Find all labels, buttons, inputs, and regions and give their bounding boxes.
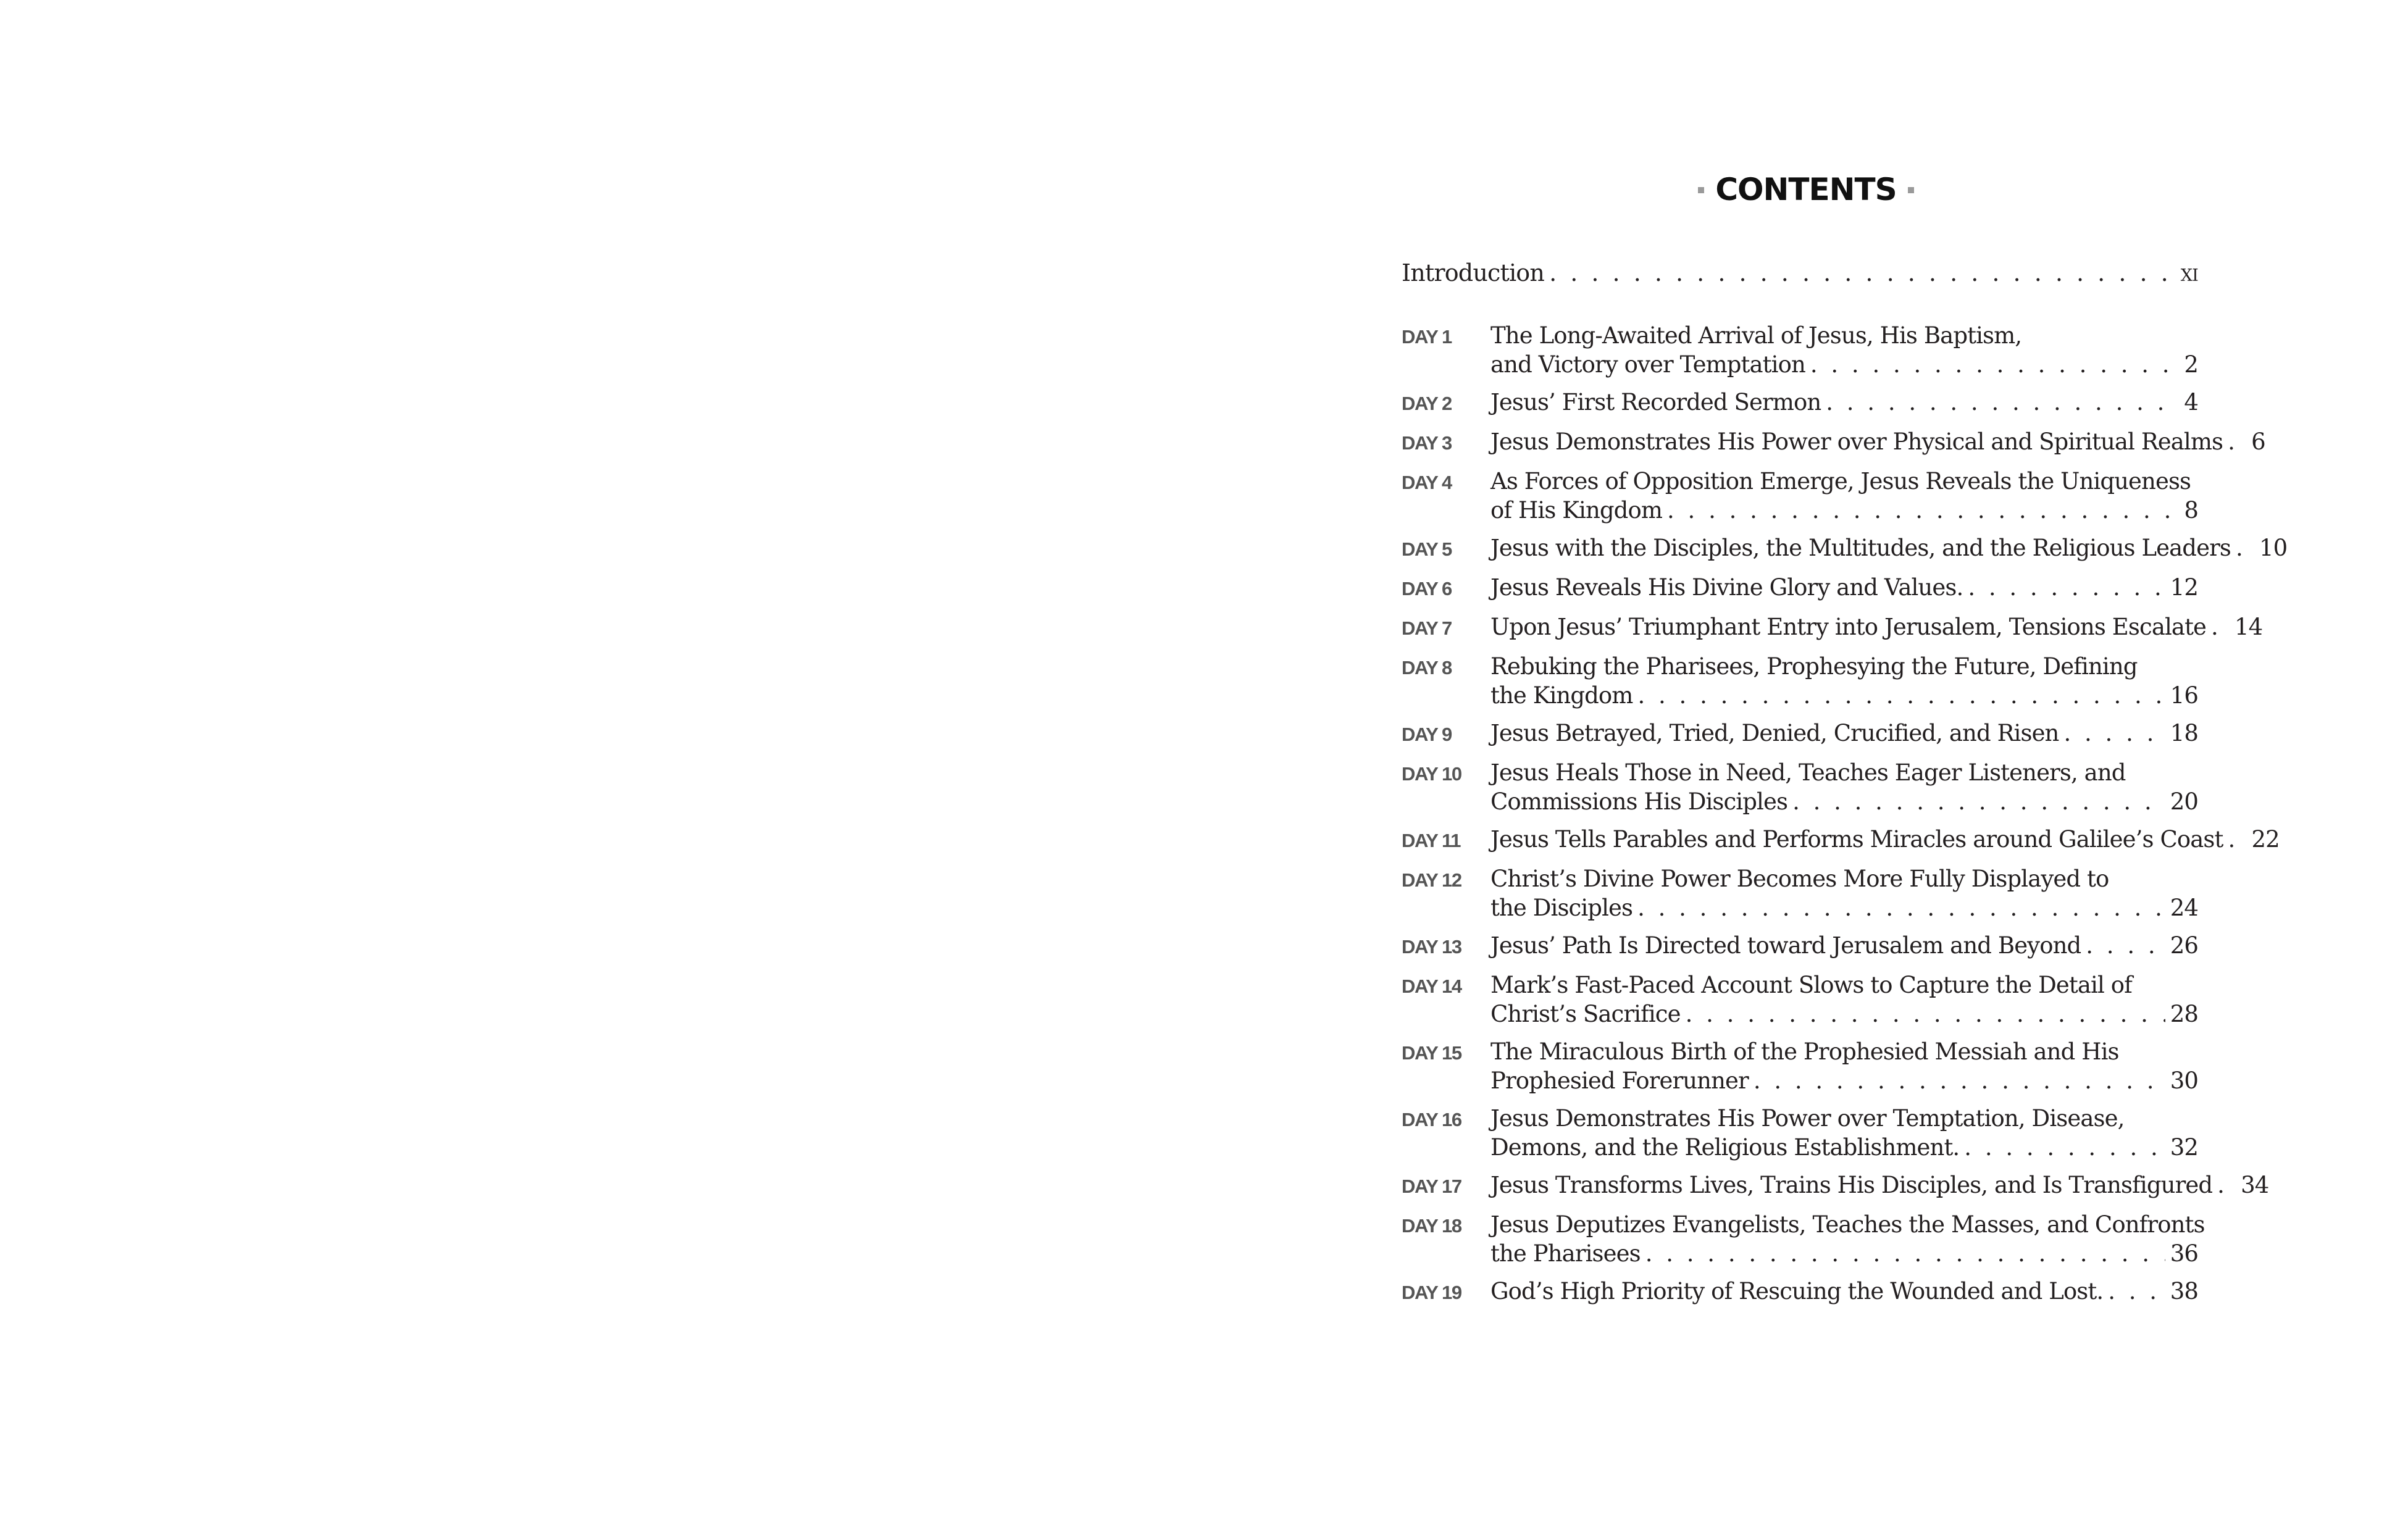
- toc-entry[interactable]: [1402, 1171, 2269, 1201]
- dot-leader: [1959, 1133, 2165, 1162]
- toc-entry[interactable]: [1402, 1104, 2198, 1162]
- entry-last-line: [1490, 1239, 2198, 1268]
- entry-title: [1490, 1104, 2198, 1162]
- page-number: 26: [2170, 932, 2198, 959]
- toc-entry[interactable]: [1402, 321, 2198, 379]
- toc-list: [1402, 321, 2288, 1316]
- entry-title-line: Rebuking the Pharisees, Prophesying the Future, Defining: [1490, 653, 2138, 680]
- entry-title: [1490, 427, 2265, 458]
- entry-title: [1490, 612, 2263, 643]
- entry-title: [1490, 971, 2198, 1029]
- entry-title-line: Christ’s Divine Power Becomes More Fully Displayed to: [1490, 866, 2109, 892]
- page-number: 28: [2170, 1001, 2198, 1027]
- entry-title-line: God’s High Priority of Rescuing the Wounded and Lost.: [1490, 1278, 2104, 1305]
- toc-entry[interactable]: [1402, 573, 2198, 604]
- day-label: DAY 15: [1402, 1042, 1461, 1064]
- day-label: DAY 14: [1402, 975, 1461, 997]
- page-number: 22: [2251, 826, 2280, 853]
- entry-last-line: [1490, 496, 2198, 525]
- entry-title-line: Commissions His Disciples: [1490, 788, 1788, 815]
- contents-page: [1204, 0, 2408, 1528]
- day-label: DAY 2: [1402, 393, 1452, 414]
- entry-last-line: [1490, 681, 2198, 710]
- entry-title: [1490, 758, 2198, 816]
- entry-last-line: [1490, 388, 2198, 417]
- page-number: 4: [2184, 389, 2198, 415]
- entry-title: [1490, 825, 2280, 856]
- day-label: DAY 19: [1402, 1282, 1461, 1303]
- toc-entry[interactable]: [1402, 758, 2198, 816]
- dot-leader: [1821, 388, 2179, 417]
- entry-title: [1490, 533, 2288, 564]
- toc-entry[interactable]: [1402, 931, 2198, 962]
- entry-title-line: Jesus Tells Parables and Performs Miracles around Galilee’s Coast: [1490, 826, 2223, 853]
- entry-last-line: [1490, 1000, 2198, 1029]
- toc-entry[interactable]: [1402, 1037, 2198, 1095]
- entry-title: [1490, 1037, 2198, 1095]
- entry-last-line: [1490, 612, 2263, 641]
- entry-title: [1490, 864, 2198, 922]
- entry-title-line: Jesus Demonstrates His Power over Physical and Spiritual Realms: [1490, 428, 2223, 455]
- dot-leader: [1544, 259, 2176, 286]
- entry-title-line: As Forces of Opposition Emerge, Jesus Reveals the Uniqueness: [1490, 468, 2191, 495]
- toc-entry[interactable]: [1402, 1210, 2205, 1268]
- page-title-text: CONTENTS: [1715, 172, 1897, 207]
- entry-title-line: the Disciples: [1490, 895, 1633, 921]
- dot-leader: [1749, 1066, 2165, 1095]
- entry-last-line: [1490, 573, 2198, 602]
- entry-last-line: [1490, 1277, 2198, 1306]
- dot-leader: [1963, 573, 2165, 602]
- day-label: DAY 8: [1402, 657, 1452, 678]
- entry-title-line: Mark’s Fast-Paced Account Slows to Capture the Detail of: [1490, 972, 2132, 998]
- entry-title-line: The Miraculous Birth of the Prophesied Messiah and His: [1490, 1038, 2119, 1065]
- entry-last-line: [1490, 1066, 2198, 1095]
- dot-leader: [2223, 825, 2246, 854]
- entry-title-line: Jesus Demonstrates His Power over Temptation, Disease,: [1490, 1105, 2125, 1132]
- dot-leader: [1641, 1239, 2165, 1268]
- entry-title-line: Jesus Transforms Lives, Trains His Disciples, and Is Transfigured: [1490, 1172, 2213, 1198]
- dot-leader: [1805, 350, 2179, 379]
- toc-entry[interactable]: [1402, 652, 2198, 710]
- toc-entry[interactable]: [1402, 427, 2265, 458]
- toc-entry[interactable]: [1402, 612, 2263, 643]
- entry-title-line: Jesus Betrayed, Tried, Denied, Crucified, and Risen: [1490, 720, 2059, 746]
- entry-title: [1490, 573, 2198, 604]
- entry-title-line: the Pharisees: [1490, 1240, 1641, 1267]
- page-number: 2: [2184, 351, 2198, 378]
- entry-title-line: Upon Jesus’ Triumphant Entry into Jerusalem, Tensions Escalate: [1490, 614, 2207, 640]
- day-label: DAY 7: [1402, 617, 1452, 639]
- entry-last-line: [1490, 825, 2280, 854]
- dot-leader: [1681, 1000, 2165, 1029]
- dot-leader: [2223, 427, 2246, 456]
- entry-title-line: and Victory over Temptation: [1490, 351, 1805, 378]
- dot-leader: [2081, 931, 2165, 960]
- entry-last-line: [1490, 350, 2198, 379]
- page-number: 18: [2170, 720, 2198, 746]
- page-number: 14: [2235, 614, 2263, 640]
- dot-leader: [2059, 719, 2165, 748]
- day-label: DAY 9: [1402, 724, 1452, 745]
- day-label: DAY 12: [1402, 869, 1461, 891]
- entry-title: [1490, 1277, 2198, 1308]
- entry-title-line: Jesus’ First Recorded Sermon: [1490, 389, 1821, 415]
- entry-title: [1490, 388, 2198, 419]
- toc-entry[interactable]: [1402, 388, 2198, 419]
- entry-title-line: The Long-Awaited Arrival of Jesus, His Baptism,: [1490, 322, 2022, 349]
- bullet-icon: [1698, 187, 1704, 193]
- day-label: DAY 6: [1402, 578, 1452, 599]
- dot-leader: [1662, 496, 2179, 525]
- day-label: DAY 5: [1402, 538, 1452, 560]
- entry-title: [1490, 467, 2198, 525]
- dot-leader: [1787, 787, 2165, 816]
- day-label: DAY 16: [1402, 1109, 1461, 1130]
- page-number: 20: [2170, 788, 2198, 815]
- toc-entry[interactable]: [1402, 971, 2198, 1029]
- page-number: 12: [2170, 574, 2198, 601]
- entry-last-line: [1490, 719, 2198, 748]
- day-label: DAY 10: [1402, 763, 1461, 785]
- day-label: DAY 18: [1402, 1215, 1461, 1237]
- entry-title-line: Jesus Deputizes Evangelists, Teaches the Masses, and Confronts: [1490, 1211, 2205, 1238]
- entry-last-line: [1490, 1171, 2269, 1200]
- entry-title-line: Jesus Heals Those in Need, Teaches Eager Listeners, and: [1490, 759, 2126, 786]
- entry-title-line: Jesus’ Path Is Directed toward Jerusalem and Beyond: [1490, 932, 2081, 959]
- page-number: 30: [2170, 1067, 2198, 1094]
- entry-title: Introduction: [1402, 259, 1545, 286]
- page-number: 24: [2170, 895, 2198, 921]
- day-label: DAY 3: [1402, 432, 1452, 454]
- day-label: DAY 17: [1402, 1175, 1461, 1197]
- dot-leader: [1633, 893, 2165, 922]
- toc-entry[interactable]: [1402, 864, 2198, 922]
- day-label: DAY 13: [1402, 936, 1461, 958]
- entry-last-line: [1490, 427, 2265, 456]
- entry-title: [1490, 321, 2198, 379]
- day-label: DAY 11: [1402, 830, 1461, 851]
- page-number: 8: [2184, 497, 2198, 524]
- entry-title-line: the Kingdom: [1490, 682, 1633, 709]
- dot-leader: [2103, 1277, 2165, 1306]
- entry-last-line: [1490, 1133, 2198, 1162]
- bullet-icon: [1908, 187, 1914, 193]
- dot-leader: [2212, 1171, 2236, 1200]
- entry-title-line: Jesus with the Disciples, the Multitudes, and the Religious Leaders: [1490, 535, 2231, 561]
- page-number: 32: [2170, 1134, 2198, 1161]
- page-number: 34: [2241, 1172, 2269, 1198]
- page-title: [1402, 172, 2210, 207]
- entry-last-line: [1490, 533, 2288, 562]
- entry-title: [1490, 1171, 2269, 1201]
- entry-title: [1490, 652, 2198, 710]
- toc-entry-introduction[interactable]: [1402, 259, 2198, 296]
- entry-last-line: [1490, 893, 2198, 922]
- page-number: 38: [2170, 1278, 2198, 1305]
- toc-entry[interactable]: [1402, 1277, 2198, 1308]
- page-number: xi: [2180, 259, 2198, 286]
- page-number: 6: [2251, 428, 2265, 455]
- entry-title-line: Jesus Reveals His Divine Glory and Values.: [1490, 574, 1963, 601]
- day-label: DAY 1: [1402, 326, 1452, 348]
- page-number: 10: [2259, 535, 2288, 561]
- toc-entry[interactable]: [1402, 467, 2198, 525]
- toc-entry[interactable]: [1402, 719, 2198, 749]
- entry-title-line: Demons, and the Religious Establishment.: [1490, 1134, 1960, 1161]
- page-number: 16: [2170, 682, 2198, 709]
- entry-title: [1490, 1210, 2205, 1268]
- entry-last-line: [1490, 787, 2198, 816]
- entry-title-line: Christ’s Sacrifice: [1490, 1001, 1681, 1027]
- day-label: DAY 4: [1402, 472, 1452, 493]
- entry-title-line: of His Kingdom: [1490, 497, 1663, 524]
- page-number: 36: [2170, 1240, 2198, 1267]
- entry-title: [1490, 719, 2198, 749]
- dot-leader: [2231, 533, 2254, 562]
- entry-title-line: Prophesied Forerunner: [1490, 1067, 1749, 1094]
- entry-title: [1490, 931, 2198, 962]
- toc-entry[interactable]: [1402, 825, 2280, 856]
- dot-leader: [2206, 612, 2230, 641]
- toc-entry[interactable]: [1402, 533, 2288, 564]
- entry-last-line: [1490, 931, 2198, 960]
- dot-leader: [1633, 681, 2165, 710]
